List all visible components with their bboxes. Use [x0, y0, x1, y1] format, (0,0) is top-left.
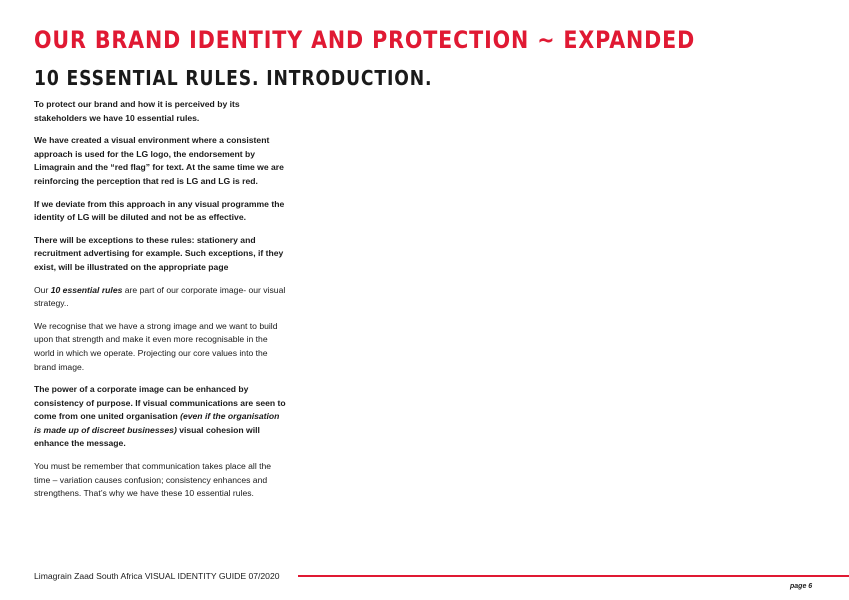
paragraph-5 [34, 284, 286, 311]
paragraph-7-suffix: visual cohesion will enhance the message. [34, 424, 260, 449]
paragraph-7-emphasis: (even if the organisation is made up of discreet businesses) [34, 411, 280, 435]
paragraph-5-emphasis: 10 essential rules [50, 284, 123, 295]
paragraph-8: You must be remember that communication takes place all the time – variation causes confusion; consistency enhances and strengthens. That’s why we have these 10 essential rules. [34, 461, 272, 499]
page-title: OUR BRAND IDENTITY AND PROTECTION ~ EXPANDED [34, 26, 696, 54]
paragraph-3: If we deviate from this approach in any visual programme the identity of LG will be diluted and not be as effective. [34, 198, 285, 223]
paragraph-5-suffix: are part of our corporate image- our visual strategy.. [34, 284, 286, 309]
footer-rule [298, 575, 849, 577]
paragraph-7-prefix: The power of a corporate image can be enhanced by consistency of purpose. If visual communications are seen to come from one united organisation [34, 384, 286, 422]
paragraph-4: There will be exceptions to these rules: stationery and recruitment advertising for example. Such exceptions, if they exist, will be illustrated on the appropriate page [34, 234, 284, 272]
page-number: page 6 [790, 583, 813, 590]
paragraph-7 [34, 383, 286, 451]
paragraph-5-prefix: Our [34, 284, 51, 295]
paragraph-1: To protect our brand and how it is perceived by its stakeholders we have 10 essential rules. [34, 99, 240, 123]
footer-text: Limagrain Zaad South Africa VISUAL IDENTITY GUIDE 07/2020 [34, 571, 280, 581]
section-subtitle: 10 ESSENTIAL RULES. INTRODUCTION. [34, 66, 433, 90]
paragraph-6: We recognise that we have a strong image and we want to build upon that strength and make it even more recognisable in the world in which we operate. Projecting our core values into the brand image. [34, 320, 278, 372]
paragraph-2: We have created a visual environment where a consistent approach is used for the LG logo, the endorsement by Limagrain and the “red flag” for text. At the same time we are reinforcing the perception that red is LG and LG is red. [34, 135, 284, 186]
body-text [34, 98, 286, 510]
